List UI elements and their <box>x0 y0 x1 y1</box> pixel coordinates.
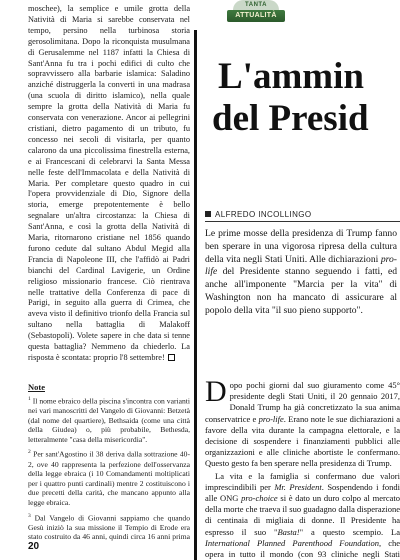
footnote <box>28 448 190 507</box>
author-byline <box>205 210 312 219</box>
article-lead: Le prime mosse della presidenza di Trump fanno ben sperare in una vigorosa ripresa della cultura della vita negli Stati Uniti. Alle dichiarazioni pro-life del Presidente stanno seguendo i fatti, ed anche all'imponente "Marcia per la vita" di Washington non ha mancato di assicurare al popolo della vita "il suo pieno supporto". <box>205 228 397 316</box>
footnote-text: Dal Vangelo di Giovanni sappiamo che quando Gesù iniziò la sua missione il Tempio di Erode era stato costruito da 46 anni, quindi circa 16 anni prima <box>28 513 190 542</box>
footnote-number: 3 <box>28 512 31 519</box>
footnote <box>28 395 190 445</box>
byline-square-icon <box>205 211 211 217</box>
headline-line-1: L'ammin <box>218 56 364 97</box>
notes-title: Note <box>28 381 45 392</box>
author-name: ALFREDO INCOLLINGO <box>215 210 312 219</box>
emblem-top-text: TANTA <box>245 2 267 8</box>
footnote-number: 1 <box>28 395 31 402</box>
column-divider <box>194 30 197 560</box>
previous-article-text: moschee), la semplice e umile grotta della Natività di Maria si sarebbe conservata nel tempo, persino nella turbinosa storia gerosolimitana. Dopo la riconquista musulmana di Gerusalemme nel 1187 infatti la Chiesa di Sant'Anna fu tra i pochi edifici di culto che sopravvissero alla barbarie islamica: Saladino anziché distruggerla la converti in una madrasa (una scuola di diritto islamico), nella quale sempre la grotta della Natività di Maria fu conservata con venerazione. Ancor ai pellegrini cristiani, dietro pagamento di un tributo, fu concesso nei secoli di visitarla, per quanto calarono da una piccolissima finestrella esterna, e ai Francescani di celebrarvi la Santa Messa nelle feste dell'Immacolata e della Natività di Maria. Per completare questo quadro in cui l'opera provvidenziale di Dio, Signore della storia, emerge prepotentemente è bello segnalare un'altra circostanza: la Chiesa di Sant'Anna, e così la grotta della Natività di Maria, ritornarono cristiane nel 1856 quando furono cedute dal sultano Abdul Megid alla Francia di Napoleone III, che l'affidò ai Padri bianchi del Cardinal Lavigerie, un Ordine religioso missionario francese. Ciò rientrava nelle trattative della Conferenza di pace di Parigi, in seguito alla guerra di Crimea, che aveva visto il definitivo trionfo della Francia sul sultano nella battaglia di Malakoff (Sebastopoli). Volete sapere in che data si tenne questa battaglia? Nemmeno da chiederlo. La risposta è scontata: proprio l'8 settembre! <box>28 4 190 362</box>
headline-line-2: del Presid <box>212 98 369 139</box>
footnote-text: Il nome ebraico della piscina s'incontra con varianti nei vari manoscritti del Vangelo di Giovanni: Betzetà (dal nome del quartiere), Bethsaida (come una città della Giudea) o, più probabile, Bethesda, letteralmente "casa della misericordia". <box>28 396 190 444</box>
page-number: 20 <box>28 541 40 552</box>
footnote-text: Per sant'Agostino il 38 deriva dalla sottrazione 40-2, ove 40 rappresenta la perfezione dell'osservanza della legge ebraica (i 10 Comandamenti moltiplicati per i quattro punti cardinali) mentre 2 costituiscono i due precetti della carità, che mancano appunto alla legge ebraica. <box>28 449 190 507</box>
left-column <box>28 4 190 542</box>
footnote <box>28 512 190 543</box>
drop-cap: D <box>205 375 227 408</box>
footnote-number: 2 <box>28 449 31 456</box>
end-of-article-mark <box>168 354 175 361</box>
article-body <box>205 375 400 560</box>
byline-rule <box>205 221 400 222</box>
section-emblem <box>225 2 287 52</box>
section-label: ATTUALITÀ <box>227 10 285 22</box>
article-paragraph-2: La vita e la famiglia si confermano due valori imprescindibili per Mr. President. Sospendendo i fondi alle ONG pro-choice si è dato un duro colpo al mercato della morte che traeva il suo guadagno dalla disperazione di centinaia di migliaia di donne. Il Presidente ha espresso il suo "Basta!" a questo scempio. La International Planned Parenthood Foundation, che opera in tutto il mondo (con 93 cliniche negli Stati <box>205 470 400 560</box>
article-headline <box>212 56 400 140</box>
article-paragraph-1: Dopo pochi giorni dal suo giuramento come 45° presidente degli Stati Uniti, il 20 gennaio 2017, Donald Trump ha già concretizzato la sua anima conservatrice e pro-life. Erano note le sue dichiarazioni a favore della vita durante la campagna elettorale, e la decisione di sospendere i finanziamenti pubblici alle organizzazioni e alle cliniche abortiste le confermano. Questo gesto fa ben sperare nella presidenza di Trump. <box>205 375 400 469</box>
